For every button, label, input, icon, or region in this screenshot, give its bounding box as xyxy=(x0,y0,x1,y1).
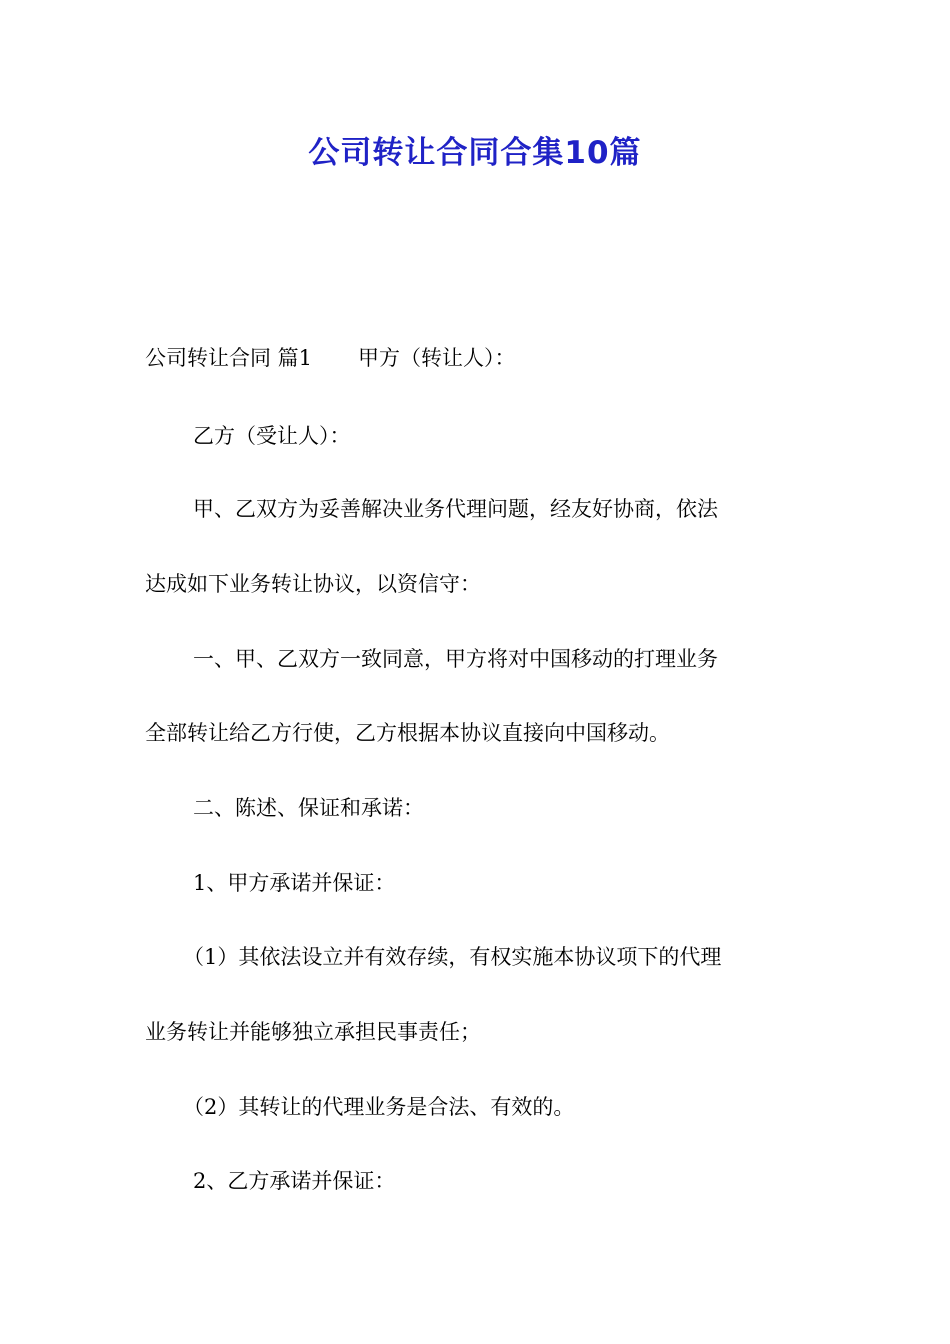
document-title: 公司转让合同合集10篇 xyxy=(308,135,642,171)
section-heading: 二、陈述、保证和承诺： xyxy=(193,796,424,820)
paragraph-line: 业务转让并能够独立承担民事责任； xyxy=(145,1020,481,1044)
paragraph-line: 一、甲、乙双方一致同意，甲方将对中国移动的打理业务 xyxy=(193,647,718,671)
contract-heading-line xyxy=(145,343,516,373)
clause-heading: 1、甲方承诺并保证： xyxy=(193,871,396,895)
paragraph-line: （2）其转让的代理业务是合法、有效的。 xyxy=(183,1095,575,1119)
contract-heading: 公司转让合同 篇1 xyxy=(145,346,313,370)
paragraph-line: 甲、乙双方为妥善解决业务代理问题，经友好协商，依法 xyxy=(193,497,718,521)
clause-heading: 2、乙方承诺并保证： xyxy=(193,1169,396,1193)
paragraph-line: 达成如下业务转让协议，以资信守： xyxy=(145,572,481,596)
party-b-label: 乙方（受让人）： xyxy=(193,424,351,448)
paragraph-line: 全部转让给乙方行使，乙方根据本协议直接向中国移动。 xyxy=(145,721,670,745)
party-a-label: 甲方（转让人）： xyxy=(358,346,516,370)
paragraph-line: （1）其依法设立并有效存续，有权实施本协议项下的代理 xyxy=(183,945,722,969)
